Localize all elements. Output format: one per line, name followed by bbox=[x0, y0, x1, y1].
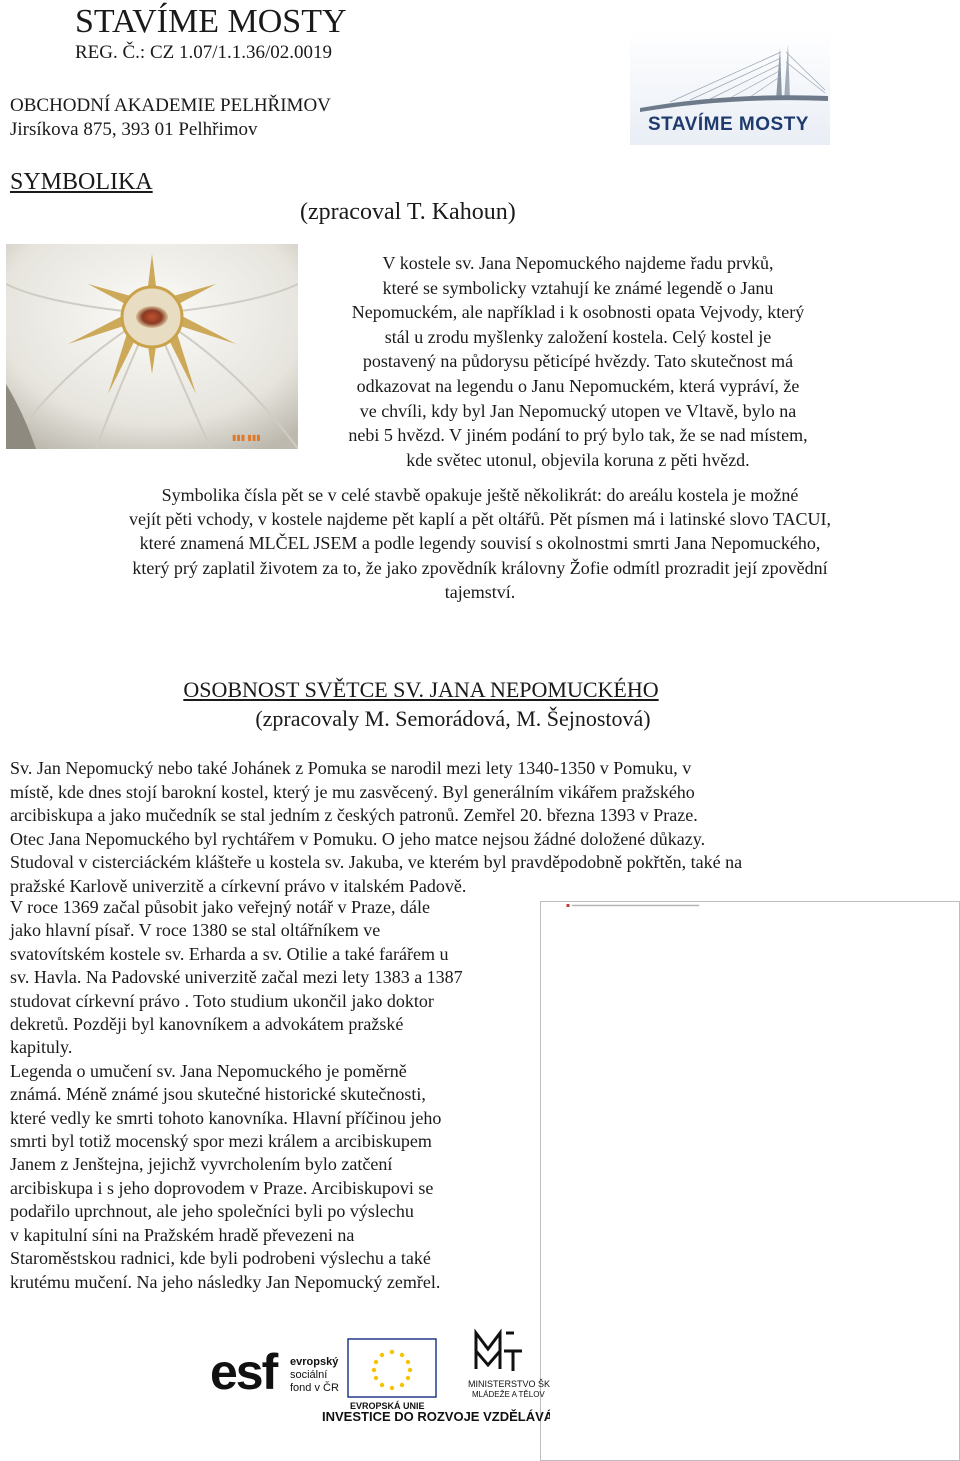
church-ceiling-photo bbox=[6, 244, 298, 449]
text-line: odkazovat na legendu o Janu Nepomuckém, která vypráví, že bbox=[356, 375, 800, 396]
section-authors: (zpracovaly M. Semorádová, M. Šejnostová) bbox=[255, 706, 651, 731]
esf-text-line: fond v ČR bbox=[290, 1382, 339, 1394]
text-line: postavený na půdorysu pěticípé hvězdy. Tato skutečnost má bbox=[362, 351, 794, 372]
esf-logo: esf bbox=[210, 1344, 277, 1400]
text-line: sv. Havla. Na Padovské univerzitě začal mezi lety 1383 a 1387 bbox=[10, 967, 463, 988]
text-line: stál u zrodu myšlenky založení kostela. Celý kostel je bbox=[384, 326, 772, 347]
text-line: které znamená MLČEL JSEM a podle legendy souvisí s okolnostmi smrti Jana Nepomuckého, bbox=[139, 533, 821, 554]
eu-flag-icon bbox=[348, 1339, 436, 1397]
staveme-mosty-logo bbox=[630, 30, 830, 145]
text-line: Sv. Jan Nepomucký nebo také Johánek z Pomuka se narodil mezi lety 1340-1350 v Pomuku, v bbox=[10, 758, 692, 778]
text-line: V roce 1369 začal působit jako veřejný notář v Praze, dále bbox=[10, 897, 431, 917]
text-line: ve chvíli, kdy byl Jan Nepomucký utopen ve Vltavě, bylo na bbox=[359, 400, 797, 421]
text-line: arcibiskupa a jako mučedník se stal jedním z českých patronů. Zemřel 20. března 1393 v Praze. bbox=[10, 805, 698, 825]
msmt-logo-icon bbox=[476, 1333, 522, 1371]
paragraph-career-and-legend bbox=[10, 896, 540, 1294]
paragraph-symbolika-number-five bbox=[5, 483, 955, 604]
text-line: které vedly ke smrti tohoto kanovníka. Hlavní příčinou jeho bbox=[10, 1107, 442, 1128]
text-line: Nepomuckém, ale například i k osobnosti opata Vejvody, který bbox=[351, 302, 805, 323]
footer-slogan: INVESTICE DO ROZVOJE VZDĚLÁVÁ bbox=[322, 1409, 550, 1424]
section-heading-symbolika: SYMBOLIKA bbox=[10, 169, 153, 195]
text-line: nebi 5 hvězd. V jiném podání to prý bylo tak, že se nad místem, bbox=[348, 425, 808, 446]
section-heading-osobnost bbox=[0, 676, 842, 704]
text-line: kapituly. bbox=[10, 1037, 73, 1058]
text-line: Legenda o umučení sv. Jana Nepomuckého je poměrně bbox=[10, 1060, 407, 1081]
section-heading-text: OSOBNOST SVĚTCE SV. JANA NEPOMUCKÉHO bbox=[183, 677, 659, 702]
text-line: podařilo uprchnout, ale jeho společníci byli po výslechu bbox=[10, 1201, 414, 1222]
school-address: Jirsíkova 875, 393 01 Pelhřimov bbox=[10, 119, 258, 140]
broken-image-icon bbox=[544, 904, 724, 907]
text-line: místě, kde dnes stojí barokní kostel, který je mu zasvěcený. Byl generálním vikářem pražského bbox=[10, 781, 695, 802]
text-line: jako hlavní písař. V roce 1380 se stal oltářníkem ve bbox=[10, 920, 381, 941]
missing-image-placeholder bbox=[540, 901, 960, 1461]
text-line: Janem z Jenštejna, jejichž vyvrcholením bylo zatčení bbox=[10, 1154, 393, 1175]
text-line: v kapitulní síni na Pražském hradě převezeni na bbox=[10, 1224, 355, 1245]
paragraph-symbolika-intro bbox=[298, 251, 858, 472]
section-author: (zpracoval T. Kahoun) bbox=[300, 199, 516, 225]
esf-text-line: evropský bbox=[290, 1356, 339, 1368]
logo-text: STAVÍME MOSTY bbox=[648, 114, 809, 135]
text-line: svatovítském kostele sv. Erharda a sv. Otilie a také farářem u bbox=[10, 943, 449, 964]
text-line: které se symbolicky vztahují ke známé legendě o Janu bbox=[382, 277, 774, 298]
text-line: dekretů. Později byl kanovníkem a advokátem pražské bbox=[10, 1014, 404, 1035]
text-line: V kostele sv. Jana Nepomuckého najdeme řadu prvků, bbox=[382, 253, 774, 273]
svg-text:▮▮▮ ▮▮▮: ▮▮▮ ▮▮▮ bbox=[232, 433, 261, 442]
text-line: Symbolika čísla pět se v celé stavbě opakuje ještě několikrát: do areálu kostela je možné bbox=[161, 485, 799, 505]
text-line: studovat církevní právo . Toto studium ukončil jako doktor bbox=[10, 990, 434, 1011]
text-line: krutému mučení. Na jeho následky Jan Nepomucký zemřel. bbox=[10, 1271, 441, 1292]
text-line: pražské Karlově univerzitě a církevní právo v italském Padově. bbox=[10, 875, 467, 896]
registration-number: REG. Č.: CZ 1.07/1.1.36/02.0019 bbox=[75, 42, 333, 63]
text-line: Staroměstskou radnici, kde byli podrobeni výslechu a také bbox=[10, 1248, 431, 1269]
text-line: arcibiskupa i s jeho doprovodem v Praze. Arcibiskupovi se bbox=[10, 1177, 434, 1198]
text-line: Otec Jana Nepomuckého byl rychtářem v Pomuku. O jeho matce nejsou žádné doložené důkazy. bbox=[10, 828, 706, 849]
text-line: který prý zaplatil životem za to, že jako zpovědník královny Žofie odmítl prozradit její zpovědní bbox=[132, 557, 828, 578]
msmt-text-line: MINISTERSTVO ŠKO bbox=[468, 1379, 550, 1389]
text-line: vejít pěti vchody, v kostele najdeme pět kaplí a pět oltářů. Pět písmen má i latinské slovo TACUI, bbox=[129, 509, 831, 530]
text-line: známá. Méně známé jsou skutečné historické skutečnosti, bbox=[10, 1084, 426, 1105]
esf-text-line: sociální bbox=[290, 1369, 328, 1381]
text-line: kde světec utonul, objevila koruna z pěti hvězd. bbox=[406, 449, 750, 470]
school-name: OBCHODNÍ AKADEMIE PELHŘIMOV bbox=[10, 95, 331, 116]
document-title: STAVÍME MOSTY bbox=[75, 3, 347, 40]
text-line: Studoval v cisterciáckém klášteře u kostela sv. Jakuba, ve kterém byl pravděpodobně pokřtěn, také na bbox=[10, 852, 743, 872]
paragraph-biography bbox=[10, 757, 840, 898]
funding-logos bbox=[210, 1325, 550, 1425]
text-line: smrti byl totiž mocenský spor mezi králem a arcibiskupem bbox=[10, 1131, 432, 1152]
msmt-text-line: MLÁDEŽE A TĚLOV bbox=[472, 1390, 545, 1399]
text-line: tajemství. bbox=[444, 581, 516, 602]
eu-label: EVROPSKÁ UNIE bbox=[350, 1401, 425, 1411]
